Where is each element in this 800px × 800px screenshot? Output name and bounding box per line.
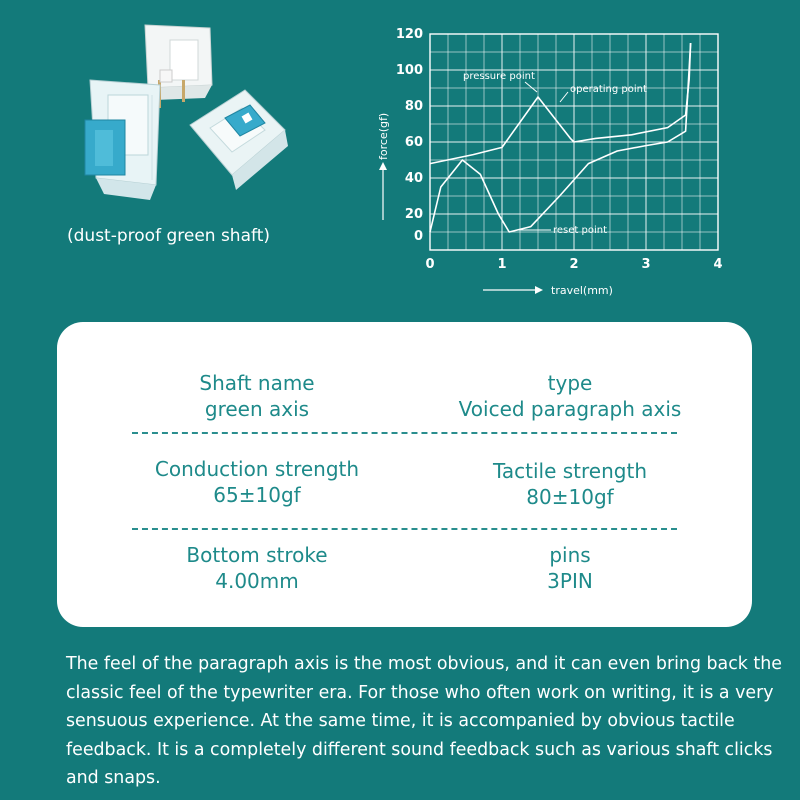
spec-type-label: type xyxy=(547,371,593,395)
annotation-reset-point: reset point xyxy=(553,225,608,236)
spec-tactile-strength xyxy=(420,458,720,510)
switch-product-image xyxy=(60,10,310,210)
x-tick-2: 2 xyxy=(569,257,579,272)
y-tick-20: 20 xyxy=(404,207,423,222)
spec-conduction-strength-label: Conduction strength xyxy=(154,457,360,481)
x-tick-1: 1 xyxy=(497,257,507,272)
spec-bottom-stroke xyxy=(87,542,427,594)
y-axis-label: force(gf) xyxy=(377,112,390,160)
spec-conduction-strength xyxy=(87,456,427,508)
x-tick-3: 3 xyxy=(641,257,651,272)
x-axis-label: travel(mm) xyxy=(551,284,613,297)
annotation-pressure-point: pressure point xyxy=(463,71,535,82)
spec-pins xyxy=(420,542,720,594)
annotation-operating-point: operating point xyxy=(570,84,647,95)
y-axis-label-group xyxy=(377,113,390,220)
description-paragraph: The feel of the paragraph axis is the most obvious, and it can even bring back the classic feel of the typewriter era. For those who often work on writing, it is a very sensuous experience. At the same time, it is accompanied by obvious tactile feedback. It is a completely different sound feedback such as various shaft clicks and snaps. xyxy=(66,654,782,789)
y-tick-60: 60 xyxy=(404,135,423,150)
spec-divider-1 xyxy=(132,432,677,434)
spec-bottom-stroke-value: 4.00mm xyxy=(215,569,299,593)
force-travel-graph xyxy=(365,20,745,310)
spec-pins-value: 3PIN xyxy=(547,569,593,593)
spec-shaft-name-value: green axis xyxy=(204,397,310,421)
y-tick-120: 120 xyxy=(395,27,423,42)
switch-right xyxy=(190,90,288,190)
spec-tactile-strength-value: 80±10gf xyxy=(526,485,614,509)
y-tick-100: 100 xyxy=(395,63,423,78)
spec-type xyxy=(420,370,720,422)
x-tick-0: 0 xyxy=(425,257,435,272)
spec-divider-2 xyxy=(132,528,677,530)
y-tick-80: 80 xyxy=(404,99,423,114)
switch-left xyxy=(85,80,160,200)
spec-tactile-strength-label: Tactile strength xyxy=(492,459,647,483)
x-axis-label-group xyxy=(483,284,613,297)
curve-press xyxy=(430,43,691,164)
spec-shaft-name xyxy=(107,370,407,422)
x-tick-4: 4 xyxy=(713,257,723,272)
spec-type-value: Voiced paragraph axis xyxy=(458,397,682,421)
spec-card xyxy=(57,322,752,627)
spec-bottom-stroke-label: Bottom stroke xyxy=(186,543,328,567)
spec-shaft-name-label: Shaft name xyxy=(199,371,315,395)
top-section xyxy=(0,0,800,320)
spec-conduction-strength-value: 65±10gf xyxy=(213,483,301,507)
spec-pins-label: pins xyxy=(549,543,591,567)
switch-caption: (dust-proof green shaft) xyxy=(67,226,270,246)
y-tick-40: 40 xyxy=(404,171,423,186)
y-tick-0: 0 xyxy=(413,229,423,244)
